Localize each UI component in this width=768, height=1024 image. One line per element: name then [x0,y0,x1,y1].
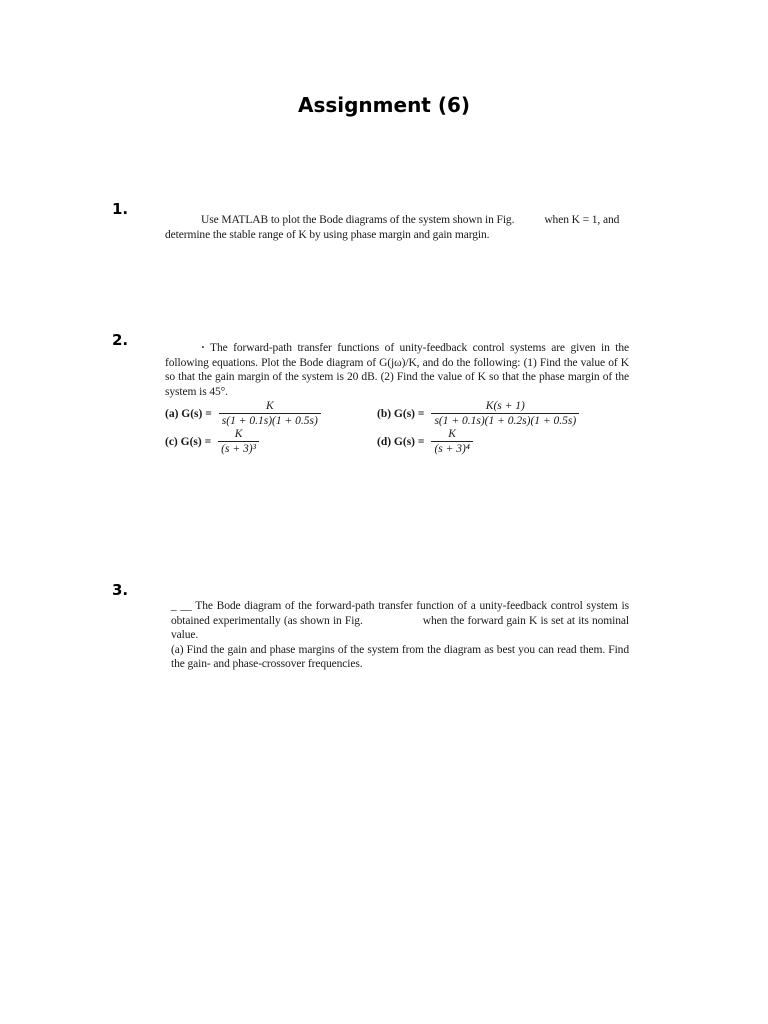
equation-b-label: (b) G(s) = [377,407,425,420]
problem-3-part-a: (a) Find the gain and phase margins of the system from the diagram as best you can read them. Find the gain- and phase-crossover frequencies. [171,643,629,670]
problem-3-line1: The Bode diagram of the forward-path transfer function of a unity-feedback control system is obtained experimentally (as shown in Fig. [171,600,629,627]
problem-1-line1-tail: when K = 1, and [544,214,620,226]
equation-c [165,428,259,455]
page-title: Assignment (6) [297,93,471,117]
equation-a [165,400,321,427]
equation-b [377,400,579,427]
problem-1-text [165,213,635,242]
equation-b-numerator: K(s + 1) [485,400,525,412]
problem-2-number: 2. [112,331,129,349]
problem-3-line1-tail: when the forward gain K is set at its nominal value. [171,614,629,641]
equation-d-label: (d) G(s) = [377,435,425,448]
equation-a-label: (a) G(s) = [165,407,212,420]
problem-2-text [165,341,629,399]
problem-2-bullet: · [201,342,205,354]
equation-c-label: (c) G(s) = [165,435,212,448]
equation-c-denominator: (s + 3)³ [218,441,259,455]
problem-3-lead: _ __ [171,600,192,612]
problem-1-line1: Use MATLAB to plot the Bode diagrams of the system shown in Fig. [201,214,515,226]
equation-d-denominator: (s + 3)⁴ [431,441,472,455]
equation-d [377,428,473,455]
equation-c-numerator: K [234,428,243,440]
problem-1-line2: determine the stable range of K by using phase margin and gain margin. [165,228,490,241]
equation-d-numerator: K [448,428,456,440]
equation-a-denominator: s(1 + 0.1s)(1 + 0.5s) [219,413,321,427]
problem-3-number: 3. [112,581,129,599]
problem-1-number: 1. [112,200,129,218]
equation-b-denominator: s(1 + 0.1s)(1 + 0.2s)(1 + 0.5s) [431,413,579,427]
equation-a-numerator: K [265,400,274,412]
problem-3-text [171,599,629,672]
problem-2-statement: The forward-path transfer functions of unity-feedback control systems are given in the following equations. Plot the Bode diagram of G(jω)/K, and do the following: (1) Find the value of K so that the gain margin of the system is 20 dB. (2) Find the value of K so that the phase margin of the system is 45°. [165,342,629,398]
